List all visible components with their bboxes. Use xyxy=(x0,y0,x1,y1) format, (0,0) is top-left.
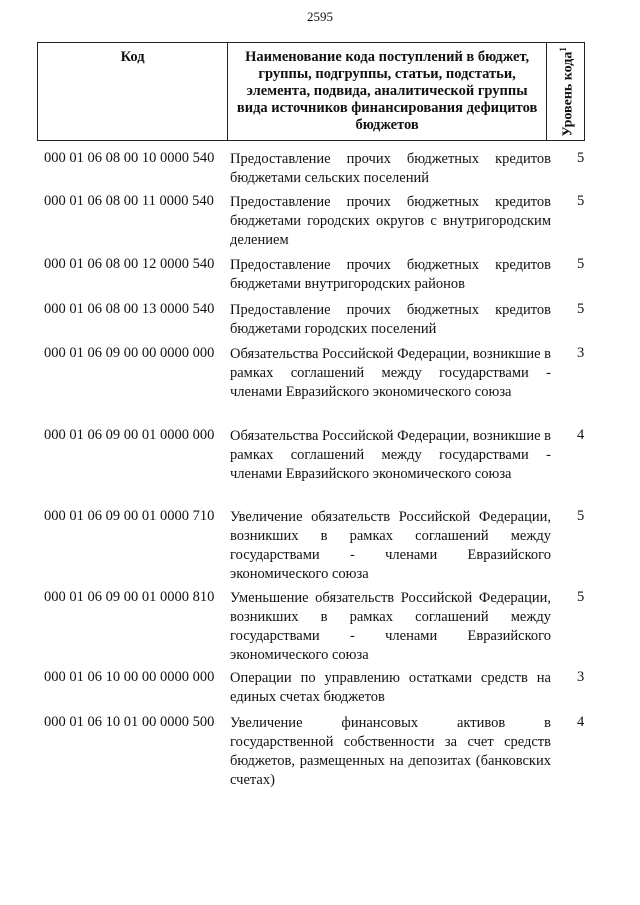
row-description: Увеличение финансовых активов в государственной собственности за счет средств бюджетов, размещенных на депозитах (банковских счетах) xyxy=(230,715,551,788)
header-level xyxy=(547,43,584,140)
header-code: Код xyxy=(38,43,228,140)
header-level-label: Уровень кода xyxy=(560,51,576,137)
page-number: 2595 xyxy=(307,9,333,24)
row-code: 000 01 06 09 00 01 0000 710 xyxy=(44,508,215,524)
row-code: 000 01 06 08 00 11 0000 540 xyxy=(44,193,214,209)
row-code: 000 01 06 10 00 00 0000 000 xyxy=(44,669,215,685)
row-description: Уменьшение обязательств Российской Федерации, возникших в рамках соглашений между государствами - членами Евразийского экономического союза xyxy=(230,590,551,663)
row-description: Обязательства Российской Федерации, возникшие в рамках соглашений между государствами - членами Евразийского экономического союза xyxy=(230,346,551,400)
row-description: Предоставление прочих бюджетных кредитов бюджетами городских округов с внутригородским делением xyxy=(230,194,551,248)
row-level: 5 xyxy=(577,256,585,272)
row-level: 5 xyxy=(577,193,585,209)
header-level-footnote: 1 xyxy=(557,46,568,52)
row-level: 4 xyxy=(577,714,585,730)
row-level: 5 xyxy=(577,301,585,317)
row-code: 000 01 06 09 00 00 0000 000 xyxy=(44,345,215,361)
row-code: 000 01 06 10 01 00 0000 500 xyxy=(44,714,215,730)
row-level: 5 xyxy=(577,508,585,524)
row-code: 000 01 06 09 00 01 0000 810 xyxy=(44,589,215,605)
row-description: Операции по управлению остатками средств на единых счетах бюджетов xyxy=(230,670,551,705)
row-code: 000 01 06 08 00 10 0000 540 xyxy=(44,150,215,166)
row-code: 000 01 06 09 00 01 0000 000 xyxy=(44,427,215,443)
row-level: 5 xyxy=(577,589,585,605)
row-level: 4 xyxy=(577,427,585,443)
row-description: Предоставление прочих бюджетных кредитов бюджетами городских поселений xyxy=(230,302,551,337)
row-code: 000 01 06 08 00 12 0000 540 xyxy=(44,256,215,272)
row-description: Предоставление прочих бюджетных кредитов бюджетами внутригородских районов xyxy=(230,257,551,292)
header-name: Наименование кода поступлений в бюджет, группы, подгруппы, статьи, подстатьи, элемента, подвида, аналитической группы вида источников финансирования дефицитов бюджетов xyxy=(228,43,547,140)
row-description: Увеличение обязательств Российской Федерации, возникших в рамках соглашений между государствами - членами Евразийского экономического союза xyxy=(230,509,551,582)
row-description: Обязательства Российской Федерации, возникшие в рамках соглашений между государствами - членами Евразийского экономического союза xyxy=(230,428,551,482)
row-level: 3 xyxy=(577,669,585,685)
row-level: 3 xyxy=(577,345,585,361)
row-description: Предоставление прочих бюджетных кредитов бюджетами сельских поселений xyxy=(230,151,551,186)
table-header xyxy=(37,42,585,141)
row-code: 000 01 06 08 00 13 0000 540 xyxy=(44,301,215,317)
row-level: 5 xyxy=(577,150,585,166)
